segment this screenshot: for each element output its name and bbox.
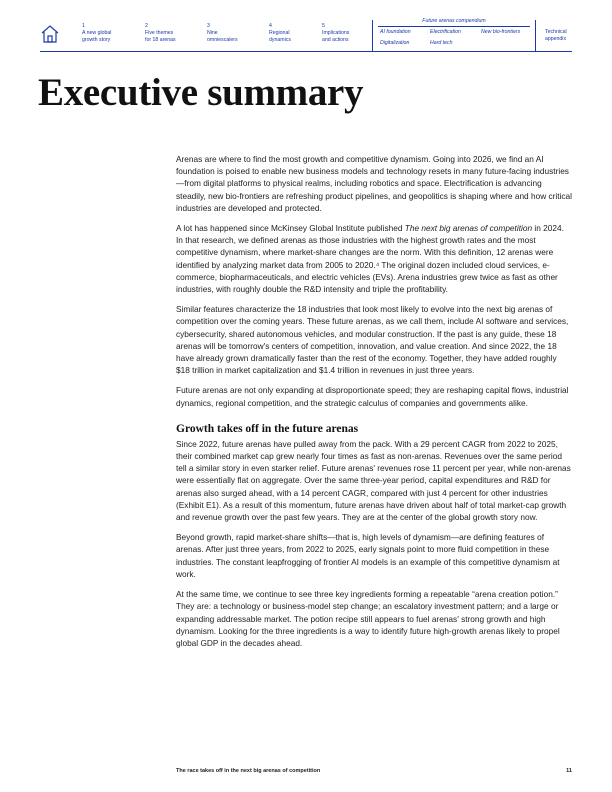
nav-item-label: appendix <box>545 36 567 43</box>
paragraph: Beyond growth, rapid market-share shifts—that is, high levels of dynamism—are defining features of arenas. After just three years, from 2022 to 2025, early signals point to more fluid competition in these industries. The constant leapfrogging of frontier AI models is an example of this competitive dynamism at work. <box>176 532 560 579</box>
paragraph: Similar features characterize the 18 industries that look most likely to evolve into the next big arenas of competition over the coming years. These future arenas, as we call them, include AI software and services, cybersecurity, shared autonomous vehicles, and modular construction. If the past is any guide, these 18 arenas will be tomorrow's centers of competition, innovation, and value creation. And since 2022, the 18 have already grown dramatically faster than the rest of the economy. Together, they have added roughly $18 trillion in market capitalization and $1.4 trillion in revenues in just three years. <box>176 304 569 376</box>
page-footer <box>176 768 572 774</box>
nav-item-chapter-3[interactable] <box>207 23 238 45</box>
publication-title: The next big arenas of competition <box>404 223 533 234</box>
paragraph <box>176 222 572 295</box>
compendium-title: Future arenas compendium <box>422 18 486 24</box>
nav-item-number: 1 <box>82 23 85 29</box>
nav-divider <box>372 20 373 51</box>
nav-item-label: and actions <box>322 37 349 44</box>
nav-item-label: Technical <box>545 29 567 35</box>
top-navigation <box>0 0 612 60</box>
nav-item-label: Nine <box>207 30 218 37</box>
compendium-link-ai-foundation[interactable]: AI foundation <box>380 29 411 35</box>
nav-item-chapter-4[interactable] <box>269 23 291 45</box>
nav-item-number: 5 <box>322 23 325 29</box>
paragraph: Since 2022, future arenas have pulled away from the pack. With a 29 percent CAGR from 2022 to 2025, their combined market cap grew nearly four times as fast as non-arenas. Revenues over the same period tell a similar story in even starker relief. Future arenas' revenues rose 11 percent per year, while non-arenas were essentially flat on aggregate. Over the same three-year period, capital expenditures and R&D for arenas also surged ahead, with a 14 percent CAGR, compared with just 4 percent for other industries (Exhibit E1). As a result of this momentum, future arenas have driven about half of total market-cap growth and revenue growth over the past few years. They are at the center of the global growth story now. <box>176 438 571 523</box>
nav-item-number: 4 <box>269 23 272 29</box>
compendium-link-hard-tech[interactable]: Hard tech <box>430 40 453 46</box>
nav-item-label: omniescalers <box>207 37 238 44</box>
nav-item-label: growth story <box>82 37 111 44</box>
nav-item-chapter-2[interactable] <box>145 23 176 45</box>
nav-bottom-rule <box>40 51 572 52</box>
nav-item-technical-appendix[interactable] <box>545 29 567 43</box>
compendium-rule <box>378 26 530 27</box>
nav-item-chapter-5[interactable] <box>322 23 349 45</box>
nav-item-label: A new global <box>82 30 112 37</box>
nav-item-chapter-1[interactable] <box>82 23 111 45</box>
nav-item-label: Five themes <box>145 30 174 37</box>
footer-title: The race takes off in the next big arenas of competition <box>176 768 321 774</box>
paragraph: Future arenas are not only expanding at disproportionate speed; they are reshaping capital flows, industrial dynamics, regional competition, and the strategic calculus of companies and governments alike. <box>176 385 569 408</box>
nav-divider <box>535 20 536 51</box>
compendium-link-new-bio-frontiers[interactable]: New bio-frontiers <box>481 29 521 35</box>
nav-item-label: Regional <box>269 30 290 37</box>
nav-item-label: for 18 arenas <box>145 37 176 44</box>
paragraph-text: A lot has happened since McKinsey Global Institute published <box>176 223 405 234</box>
nav-item-number: 3 <box>207 23 210 29</box>
nav-item-number: 2 <box>145 23 148 29</box>
page-number: 11 <box>566 768 572 774</box>
nav-item-label: dynamics <box>269 37 291 44</box>
section-heading: Growth takes off in the future arenas <box>176 422 359 435</box>
paragraph: Arenas are where to find the most growth and competitive dynamism. Going into 2026, we find an AI foundation is poised to enable new business models and technology resets in many future-facing industries—from digital platforms to physical realms, including robotics and space. Electrification is advancing steadily, new bio-frontiers are refreshing product pipelines, and geopolitics is shaping where and how critical industries are developed and protected. <box>176 154 573 213</box>
body-text <box>176 153 572 657</box>
nav-item-label: Implications <box>322 30 350 37</box>
paragraph: At the same time, we continue to see three key ingredients forming a repeatable “arena creation potion.” They are: a technology or business-model step change; an escalatory investment pattern; and a large or expanding addressable market. The potion recipe still appears to fuel arenas' strong growth and high dynamism. Looking for the three ingredients is a way to identify future high-growth arenas likely to propel global GDP in the decades ahead. <box>176 589 560 648</box>
compendium-link-electrification[interactable]: Electrification <box>430 29 461 35</box>
paragraph-text: in 2024. In that research, we defined arenas as those industries with the highest growth rates and the most competitive dynamism, where market-share changes are the norm. With this definition, 12 arenas were identified by analyzing market data from 2005 to 2020.⁴ The original dozen included cloud services, e-commerce, biopharmaceuticals, and electric vehicles (EVs). Arena industries grew twice as fast as other industries, with roughly double the R&D intensity and triple the profitability. <box>176 223 564 295</box>
home-icon[interactable] <box>40 24 60 44</box>
compendium-link-digitalization[interactable]: Digitalization <box>380 40 410 46</box>
page-title: Executive summary <box>38 71 364 114</box>
